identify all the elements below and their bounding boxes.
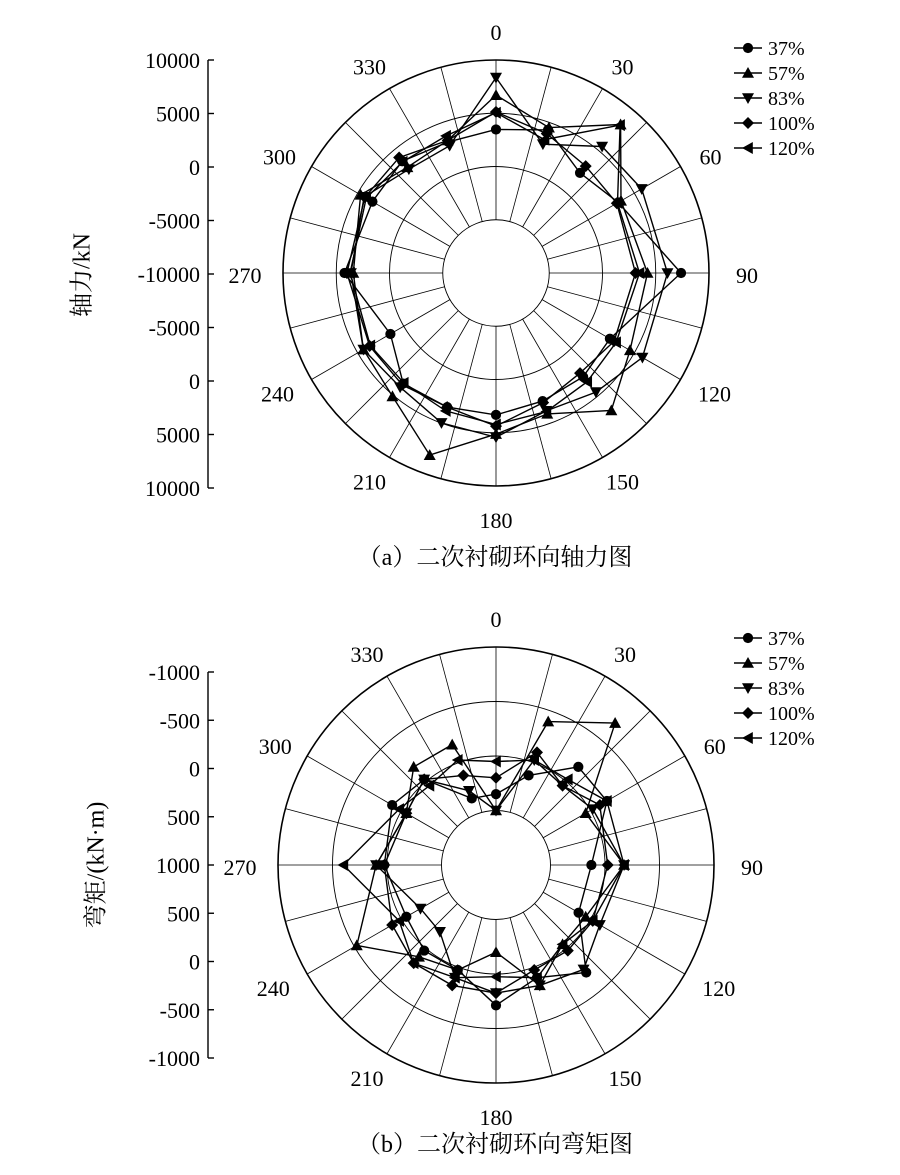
panel-a <box>69 20 815 571</box>
radial-tick-label: -1000 <box>148 1046 200 1071</box>
data-point <box>385 329 395 339</box>
data-point <box>490 946 502 957</box>
series-57% <box>347 89 653 460</box>
legend-label: 57% <box>768 63 805 85</box>
data-point <box>491 1000 501 1010</box>
legend-item <box>734 113 815 135</box>
angle-label: 30 <box>611 54 634 80</box>
angle-label: 210 <box>350 1065 384 1091</box>
series-a <box>339 73 686 460</box>
radial-tick-label: 500 <box>167 901 200 927</box>
series-120% <box>344 107 644 431</box>
data-point <box>424 449 436 460</box>
angle-label: 90 <box>741 855 763 880</box>
data-point <box>605 404 617 415</box>
radial-tick-label: 0 <box>189 756 200 782</box>
data-point <box>491 124 501 134</box>
radial-tick-label: -10000 <box>137 262 200 287</box>
angle-label: 30 <box>614 642 636 668</box>
caption-b: （b）二次衬砌环向弯矩图 <box>357 1132 633 1158</box>
legend-item <box>734 653 805 675</box>
grid-spoke <box>290 218 444 259</box>
legend-marker <box>743 633 753 643</box>
data-point <box>661 268 673 279</box>
radial-axis-a <box>138 48 214 501</box>
data-point <box>490 772 502 784</box>
grid-circle <box>442 811 551 920</box>
grid-spoke <box>549 809 707 851</box>
data-point <box>491 789 501 799</box>
legend-label: 100% <box>768 113 815 135</box>
legend-item <box>734 703 815 725</box>
data-point <box>490 73 502 84</box>
grid-spoke <box>510 654 552 812</box>
panel-b <box>83 607 815 1158</box>
angle-labels-b <box>224 607 764 1130</box>
angle-label: 90 <box>736 263 758 288</box>
series-b <box>337 716 630 1011</box>
legend-label: 83% <box>768 88 805 110</box>
data-point <box>636 184 648 195</box>
legend-item <box>734 88 805 110</box>
y-axis-label-a: 轴力/kN <box>69 233 96 317</box>
data-point <box>490 755 501 767</box>
data-point <box>434 927 446 938</box>
radial-tick-label: 10000 <box>145 48 200 73</box>
data-point <box>490 89 502 100</box>
legend-label: 120% <box>768 728 815 750</box>
radial-tick-label: -500 <box>159 708 200 734</box>
legend-item <box>734 138 815 160</box>
data-point <box>573 762 583 772</box>
angle-label: 180 <box>479 508 513 533</box>
legend-item <box>734 628 805 650</box>
legend-marker <box>742 117 754 129</box>
data-point <box>386 390 398 401</box>
data-point <box>676 268 686 278</box>
angle-label: 180 <box>479 1105 513 1130</box>
radial-tick-label: 5000 <box>156 101 200 127</box>
legend-item <box>734 678 805 700</box>
grid-spoke <box>549 879 707 921</box>
legend-marker <box>742 732 753 744</box>
angle-label: 300 <box>258 734 292 759</box>
angle-label: 210 <box>353 469 386 495</box>
angle-label: 330 <box>353 54 386 80</box>
angle-label: 330 <box>350 642 384 668</box>
caption-a: （a）二次衬砌环向轴力图 <box>357 545 633 571</box>
data-point <box>446 739 458 750</box>
legend-label: 120% <box>768 138 815 160</box>
legend-label: 37% <box>768 628 805 650</box>
radial-tick-label: 5000 <box>156 422 200 448</box>
grid-spoke <box>440 918 482 1076</box>
legend-label: 83% <box>768 678 805 700</box>
legend-marker <box>742 707 754 719</box>
data-point <box>602 859 614 871</box>
data-point <box>624 344 636 355</box>
legend-label: 37% <box>768 38 805 60</box>
angle-label: 60 <box>699 144 722 170</box>
grid-circle <box>443 220 550 327</box>
angle-label: 240 <box>261 381 295 407</box>
radial-tick-label: -500 <box>159 997 200 1023</box>
grid-spoke <box>510 918 552 1076</box>
radial-tick-label: -1000 <box>148 660 200 685</box>
radial-tick-label: -5000 <box>148 208 200 234</box>
grid-spoke <box>290 287 444 328</box>
angle-label: 270 <box>228 263 262 288</box>
data-point <box>636 353 648 364</box>
legend-marker <box>743 43 753 53</box>
angle-label: 60 <box>703 734 726 759</box>
angle-label: 300 <box>263 144 297 170</box>
data-point <box>573 908 583 918</box>
legend-label: 100% <box>768 703 815 725</box>
angle-label: 270 <box>223 855 257 880</box>
legend-item <box>734 728 815 750</box>
angle-label: 150 <box>606 469 639 495</box>
angle-label: 0 <box>490 20 502 45</box>
angle-label: 120 <box>697 381 731 407</box>
radial-tick-label: 0 <box>189 155 200 180</box>
data-point <box>408 761 420 772</box>
data-point <box>586 860 596 870</box>
data-point <box>590 387 602 398</box>
legend-a <box>734 38 815 160</box>
radial-tick-label: 500 <box>167 804 200 830</box>
data-point <box>351 939 363 950</box>
radial-tick-label: -5000 <box>148 315 200 341</box>
angle-label: 0 <box>490 607 502 632</box>
legend-item <box>734 63 805 85</box>
radial-tick-label: 10000 <box>145 476 200 501</box>
radial-tick-label: 0 <box>189 369 200 394</box>
angle-label: 120 <box>702 976 736 1001</box>
data-point <box>490 971 501 983</box>
series-57% <box>351 716 630 991</box>
angle-label: 150 <box>608 1065 642 1091</box>
data-point <box>491 410 501 420</box>
series-line <box>350 113 639 425</box>
y-axis-label-b: 弯矩/(kN·m) <box>83 801 110 929</box>
legend-marker <box>742 142 753 154</box>
angle-label: 240 <box>256 976 290 1001</box>
legend-label: 57% <box>768 653 805 675</box>
data-point <box>457 769 469 781</box>
radial-tick-label: 0 <box>189 949 200 975</box>
radial-tick-label: 1000 <box>156 853 200 878</box>
legend-b <box>734 628 815 750</box>
data-point <box>337 859 348 871</box>
legend-item <box>734 38 805 60</box>
radial-axis-b <box>149 660 214 1071</box>
